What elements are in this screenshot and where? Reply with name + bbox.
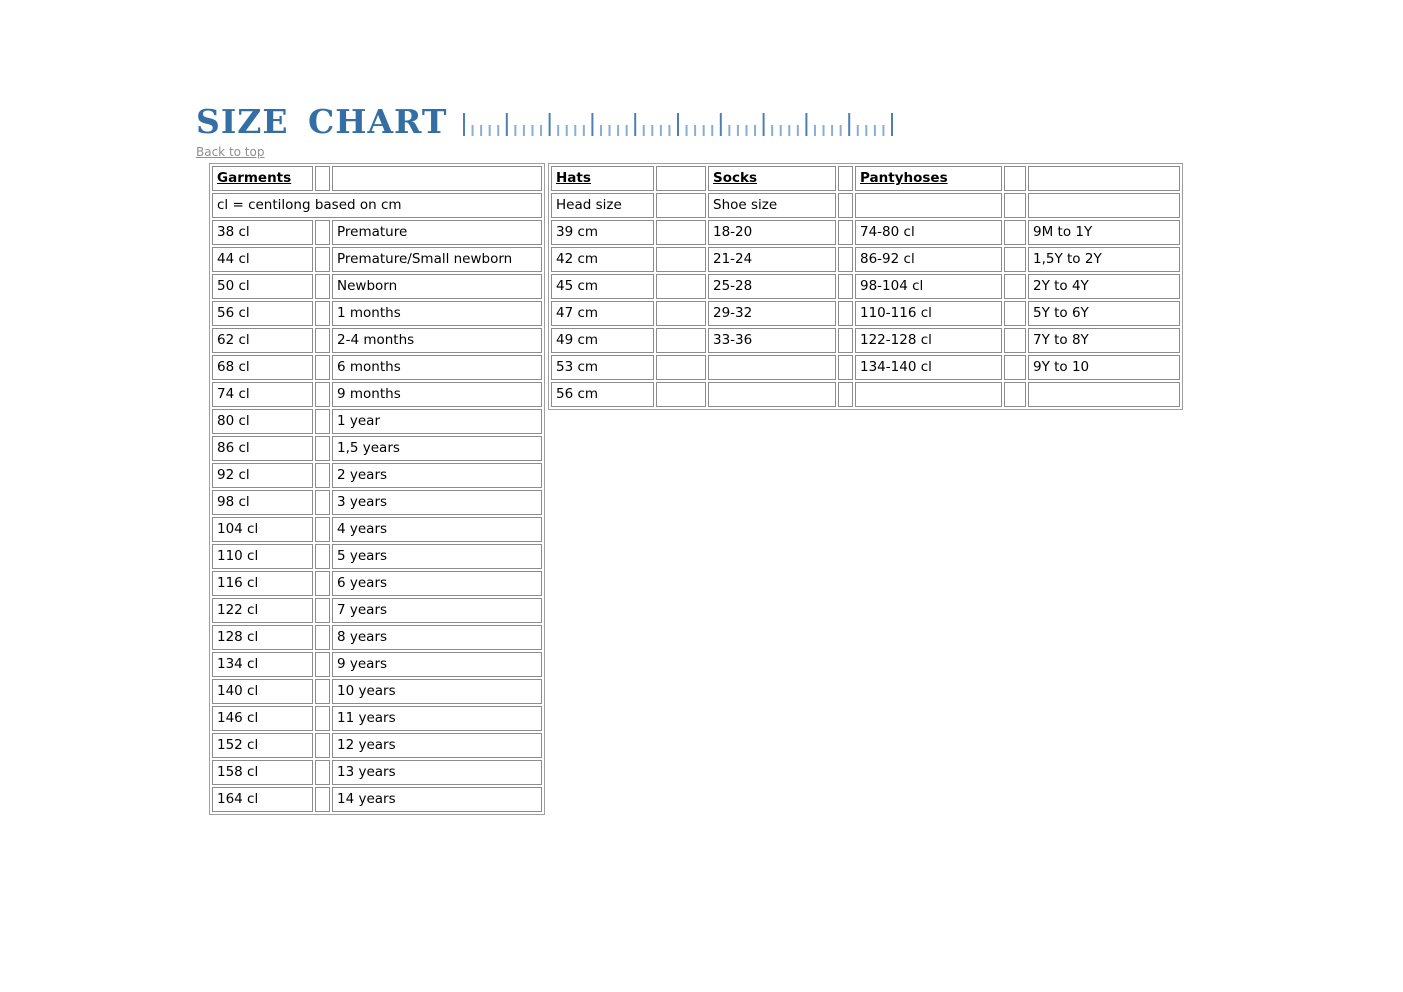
garment-age-cell: Premature [332, 220, 542, 245]
column-header-garments: Garments [212, 166, 313, 191]
garment-size-cell: 56 cl [212, 301, 313, 326]
table-row [212, 490, 542, 515]
spacer-cell [315, 301, 330, 326]
hat-size-cell: 47 cm [551, 301, 654, 326]
garment-age-cell: 2 years [332, 463, 542, 488]
table-row [212, 382, 542, 407]
spacer-cell [1028, 166, 1180, 191]
table-row [212, 409, 542, 434]
socks-subheader-cell: Shoe size [708, 193, 836, 218]
spacer-cell [656, 274, 706, 299]
hat-size-cell: 53 cm [551, 355, 654, 380]
garment-size-cell: 158 cl [212, 760, 313, 785]
accessories-size-table [548, 163, 1183, 410]
garment-age-cell: 5 years [332, 544, 542, 569]
spacer-cell [656, 382, 706, 407]
garment-size-cell: 128 cl [212, 625, 313, 650]
garment-size-cell: 116 cl [212, 571, 313, 596]
shoe-size-cell: 25-28 [708, 274, 836, 299]
spacer-cell [315, 490, 330, 515]
garment-size-cell: 146 cl [212, 706, 313, 731]
hat-size-cell: 49 cm [551, 328, 654, 353]
pantyhose-age-cell: 9Y to 10 [1028, 355, 1180, 380]
spacer-cell [838, 247, 853, 272]
table-row [212, 247, 542, 272]
garment-size-cell: 92 cl [212, 463, 313, 488]
table-row [212, 787, 542, 812]
garment-age-cell: 14 years [332, 787, 542, 812]
spacer-cell [315, 544, 330, 569]
spacer-cell [1028, 193, 1180, 218]
spacer-cell [315, 409, 330, 434]
spacer-cell [1004, 328, 1026, 353]
shoe-size-cell: 21-24 [708, 247, 836, 272]
spacer-cell [315, 328, 330, 353]
spacer-cell [1004, 355, 1026, 380]
table-row [551, 355, 1180, 380]
hats-subheader-cell: Head size [551, 193, 654, 218]
spacer-cell [315, 166, 330, 191]
spacer-cell [315, 760, 330, 785]
spacer-cell [315, 463, 330, 488]
garment-age-cell: Newborn [332, 274, 542, 299]
hat-size-cell: 39 cm [551, 220, 654, 245]
spacer-cell [315, 220, 330, 245]
table-row [212, 679, 542, 704]
spacer-cell [1004, 274, 1026, 299]
pantyhose-age-cell: 1,5Y to 2Y [1028, 247, 1180, 272]
hat-size-cell: 42 cm [551, 247, 654, 272]
spacer-cell [1004, 220, 1026, 245]
table-row [551, 328, 1180, 353]
garment-size-cell: 134 cl [212, 652, 313, 677]
page-title: SIZE CHART [196, 102, 448, 141]
spacer-cell [315, 274, 330, 299]
spacer-cell [838, 355, 853, 380]
table-row [212, 301, 542, 326]
spacer-cell [656, 301, 706, 326]
shoe-size-cell: 33-36 [708, 328, 836, 353]
spacer-cell [315, 571, 330, 596]
shoe-size-cell: 29-32 [708, 301, 836, 326]
masthead [196, 104, 893, 160]
table-row [212, 598, 542, 623]
spacer-cell [315, 517, 330, 542]
column-header-pantyhoses: Pantyhoses [855, 166, 1002, 191]
spacer-cell [656, 193, 706, 218]
spacer-cell [838, 220, 853, 245]
garment-size-cell: 104 cl [212, 517, 313, 542]
title-row [196, 104, 893, 140]
table-row [212, 652, 542, 677]
pantyhose-size-cell: 86-92 cl [855, 247, 1002, 272]
garment-age-cell: 9 years [332, 652, 542, 677]
spacer-cell [838, 193, 853, 218]
spacer-cell [315, 787, 330, 812]
pantyhose-age-cell: 7Y to 8Y [1028, 328, 1180, 353]
pantyhose-age-cell: 9M to 1Y [1028, 220, 1180, 245]
table-row [212, 220, 542, 245]
garment-size-cell: 44 cl [212, 247, 313, 272]
spacer-cell [838, 382, 853, 407]
hat-size-cell: 56 cm [551, 382, 654, 407]
table-row [212, 544, 542, 569]
garment-size-cell: 110 cl [212, 544, 313, 569]
spacer-cell [855, 193, 1002, 218]
garment-size-cell: 38 cl [212, 220, 313, 245]
pantyhose-age-cell [1028, 382, 1180, 407]
table-row [212, 733, 542, 758]
garment-age-cell: 8 years [332, 625, 542, 650]
pantyhose-age-cell: 5Y to 6Y [1028, 301, 1180, 326]
spacer-cell [315, 355, 330, 380]
garment-size-cell: 86 cl [212, 436, 313, 461]
garment-age-cell: 6 years [332, 571, 542, 596]
garments-size-table [209, 163, 545, 815]
spacer-cell [315, 247, 330, 272]
spacer-cell [656, 247, 706, 272]
garment-size-cell: 122 cl [212, 598, 313, 623]
garment-size-cell: 74 cl [212, 382, 313, 407]
table-row [212, 193, 542, 218]
spacer-cell [315, 625, 330, 650]
garment-age-cell: 1 months [332, 301, 542, 326]
garment-size-cell: 152 cl [212, 733, 313, 758]
garment-age-cell: 3 years [332, 490, 542, 515]
table-row [212, 463, 542, 488]
table-row [212, 355, 542, 380]
garment-size-cell: 80 cl [212, 409, 313, 434]
spacer-cell [656, 220, 706, 245]
pantyhose-size-cell [855, 382, 1002, 407]
pantyhose-size-cell: 74-80 cl [855, 220, 1002, 245]
garment-size-cell: 50 cl [212, 274, 313, 299]
garment-size-cell: 98 cl [212, 490, 313, 515]
pantyhose-size-cell: 122-128 cl [855, 328, 1002, 353]
spacer-cell [1004, 166, 1026, 191]
spacer-cell [1004, 193, 1026, 218]
spacer-cell [656, 328, 706, 353]
ruler-icon [462, 113, 893, 137]
spacer-cell [838, 274, 853, 299]
unit-note-cell: cl = centilong based on cm [212, 193, 542, 218]
garment-age-cell: 1,5 years [332, 436, 542, 461]
garment-age-cell: 10 years [332, 679, 542, 704]
pantyhose-size-cell: 98-104 cl [855, 274, 1002, 299]
column-header-socks: Socks [708, 166, 836, 191]
spacer-cell [315, 733, 330, 758]
table-row [212, 274, 542, 299]
column-header-hats: Hats [551, 166, 654, 191]
table-row [551, 274, 1180, 299]
garment-age-cell: 1 year [332, 409, 542, 434]
shoe-size-cell: 18-20 [708, 220, 836, 245]
table-row [212, 706, 542, 731]
table-row [212, 571, 542, 596]
table-row [551, 220, 1180, 245]
garment-size-cell: 164 cl [212, 787, 313, 812]
table-row [551, 382, 1180, 407]
garment-age-cell: 12 years [332, 733, 542, 758]
spacer-cell [332, 166, 542, 191]
table-row [551, 247, 1180, 272]
spacer-cell [315, 706, 330, 731]
garment-age-cell: 11 years [332, 706, 542, 731]
spacer-cell [315, 679, 330, 704]
spacer-cell [315, 436, 330, 461]
spacer-cell [838, 301, 853, 326]
garment-age-cell: 2-4 months [332, 328, 542, 353]
table-row [551, 301, 1180, 326]
shoe-size-cell [708, 382, 836, 407]
spacer-cell [1004, 301, 1026, 326]
table-row [212, 517, 542, 542]
table-row [551, 193, 1180, 218]
garment-age-cell: 13 years [332, 760, 542, 785]
table-row [212, 625, 542, 650]
table-row [212, 328, 542, 353]
table-row [212, 166, 542, 191]
spacer-cell [656, 166, 706, 191]
table-row [212, 760, 542, 785]
garment-age-cell: 6 months [332, 355, 542, 380]
garment-size-cell: 62 cl [212, 328, 313, 353]
garment-age-cell: 4 years [332, 517, 542, 542]
garment-age-cell: Premature/Small newborn [332, 247, 542, 272]
spacer-cell [1004, 382, 1026, 407]
garment-size-cell: 140 cl [212, 679, 313, 704]
back-to-top-link[interactable]: Back to top [196, 145, 265, 159]
table-row [551, 166, 1180, 191]
accessories-table-body [551, 166, 1180, 407]
pantyhose-age-cell: 2Y to 4Y [1028, 274, 1180, 299]
table-row [212, 436, 542, 461]
garment-size-cell: 68 cl [212, 355, 313, 380]
spacer-cell [315, 652, 330, 677]
spacer-cell [315, 598, 330, 623]
pantyhose-size-cell: 110-116 cl [855, 301, 1002, 326]
spacer-cell [838, 328, 853, 353]
garment-age-cell: 9 months [332, 382, 542, 407]
hat-size-cell: 45 cm [551, 274, 654, 299]
spacer-cell [656, 355, 706, 380]
spacer-cell [315, 382, 330, 407]
spacer-cell [1004, 247, 1026, 272]
spacer-cell [838, 166, 853, 191]
shoe-size-cell [708, 355, 836, 380]
garments-table-body [212, 166, 542, 812]
pantyhose-size-cell: 134-140 cl [855, 355, 1002, 380]
garment-age-cell: 7 years [332, 598, 542, 623]
